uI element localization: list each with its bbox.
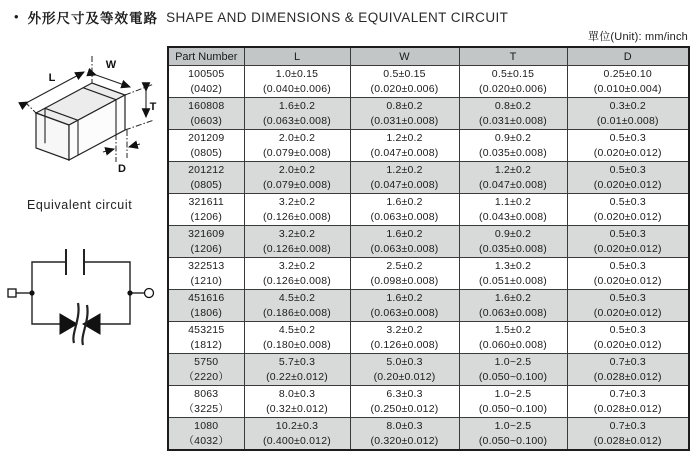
dim-t-cell: 1.1±0.2 (0.043±0.008)	[459, 194, 567, 226]
dim-w-cell: 3.2±0.2 (0.126±0.008)	[350, 322, 459, 354]
dim-d-cell: 0.5±0.3 (0.020±0.012)	[567, 322, 689, 354]
part-number-cell: 8063 （3225）	[168, 386, 244, 418]
part-number-cell: 322513 (1210)	[168, 258, 244, 290]
dim-d-cell: 0.25±0.10 (0.010±0.004)	[567, 66, 689, 98]
part-number-cell: 451616 (1806)	[168, 290, 244, 322]
part-number-cell: 201212 (0805)	[168, 162, 244, 194]
dim-l-cell: 5.7±0.3 (0.22±0.012)	[244, 354, 350, 386]
dim-l-cell: 1.6±0.2 (0.063±0.008)	[244, 98, 350, 130]
unit-label: 單位(Unit): mm/inch	[588, 31, 688, 43]
dim-d-cell: 0.5±0.3 (0.020±0.012)	[567, 226, 689, 258]
table-header	[168, 47, 689, 66]
table-row	[168, 130, 689, 162]
chip-dimensions-drawing	[0, 50, 167, 200]
dim-d-cell: 0.5±0.3 (0.020±0.012)	[567, 130, 689, 162]
dim-t-cell: 1.0~2.5 (0.050~0.100)	[459, 354, 567, 386]
dim-l-cell: 4.5±0.2 (0.186±0.008)	[244, 290, 350, 322]
equivalent-circuit-label: Equivalent circuit	[27, 198, 133, 212]
dim-l-cell: 2.0±0.2 (0.079±0.008)	[244, 130, 350, 162]
dim-d-cell: 0.3±0.2 (0.01±0.008)	[567, 98, 689, 130]
dim-w-cell: 0.5±0.15 (0.020±0.006)	[350, 66, 459, 98]
section-title-chinese: 外形尺寸及等效電路	[27, 11, 159, 26]
dim-w-cell: 1.2±0.2 (0.047±0.008)	[350, 130, 459, 162]
part-number-cell: 1080 （4032）	[168, 418, 244, 451]
table-row	[168, 194, 689, 226]
header-d: D	[567, 47, 689, 66]
dim-w-cell: 1.2±0.2 (0.047±0.008)	[350, 162, 459, 194]
dim-w-cell: 2.5±0.2 (0.098±0.008)	[350, 258, 459, 290]
table-body	[168, 66, 689, 451]
dim-t-cell: 0.9±0.2 (0.035±0.008)	[459, 226, 567, 258]
dim-label-t: T	[149, 101, 157, 113]
dim-label-w: W	[105, 59, 117, 71]
capacitor-symbol	[66, 249, 84, 275]
dim-w-cell: 0.8±0.2 (0.031±0.008)	[350, 98, 459, 130]
table-row	[168, 418, 689, 451]
table-row	[168, 162, 689, 194]
dim-l-cell: 3.2±0.2 (0.126±0.008)	[244, 194, 350, 226]
dim-l-cell: 2.0±0.2 (0.079±0.008)	[244, 162, 350, 194]
bullet-icon: •	[14, 9, 19, 24]
dim-l-cell: 10.2±0.3 (0.400±0.012)	[244, 418, 350, 451]
equivalent-circuit-diagram	[2, 240, 162, 355]
dim-l-cell: 3.2±0.2 (0.126±0.008)	[244, 226, 350, 258]
dim-d-cell: 0.7±0.3 (0.028±0.012)	[567, 386, 689, 418]
part-number-cell: 160808 (0603)	[168, 98, 244, 130]
header-l: L	[244, 47, 350, 66]
dim-d-cell: 0.7±0.3 (0.028±0.012)	[567, 418, 689, 451]
part-number-cell: 453215 (1812)	[168, 322, 244, 354]
dim-d-cell: 0.5±0.3 (0.020±0.012)	[567, 162, 689, 194]
dim-w-cell: 5.0±0.3 (0.20±0.012)	[350, 354, 459, 386]
dim-t-cell: 1.3±0.2 (0.051±0.008)	[459, 258, 567, 290]
section-title-english: SHAPE AND DIMENSIONS & EQUIVALENT CIRCUIT	[166, 9, 509, 25]
header-t: T	[459, 47, 567, 66]
header-part-number: Part Number	[168, 47, 244, 66]
part-number-cell: 321611 (1206)	[168, 194, 244, 226]
table-row	[168, 386, 689, 418]
table-row	[168, 98, 689, 130]
dim-d-cell: 0.5±0.3 (0.020±0.012)	[567, 258, 689, 290]
dim-t-cell: 1.0~2.5 (0.050~0.100)	[459, 386, 567, 418]
dim-label-d: D	[118, 163, 126, 175]
table-row	[168, 290, 689, 322]
header-w: W	[350, 47, 459, 66]
dim-d-cell: 0.7±0.3 (0.028±0.012)	[567, 354, 689, 386]
dim-t-cell: 1.5±0.2 (0.060±0.008)	[459, 322, 567, 354]
dim-l-cell: 1.0±0.15 (0.040±0.006)	[244, 66, 350, 98]
dim-l-cell: 3.2±0.2 (0.126±0.008)	[244, 258, 350, 290]
part-number-cell: 100505 (0402)	[168, 66, 244, 98]
dim-t-cell: 1.0~2.5 (0.050~0.100)	[459, 418, 567, 451]
section-title	[14, 7, 508, 27]
dim-label-l: L	[48, 72, 56, 84]
varistor-symbol	[60, 303, 100, 345]
dim-d-cell: 0.5±0.3 (0.020±0.012)	[567, 194, 689, 226]
dim-t-cell: 1.2±0.2 (0.047±0.008)	[459, 162, 567, 194]
table-row	[168, 258, 689, 290]
dim-t-cell: 0.5±0.15 (0.020±0.006)	[459, 66, 567, 98]
table-row	[168, 322, 689, 354]
terminal-circle-right	[145, 289, 154, 298]
junction-dot-right	[127, 290, 132, 295]
dim-w-cell: 1.6±0.2 (0.063±0.008)	[350, 290, 459, 322]
dim-l-cell: 8.0±0.3 (0.32±0.012)	[244, 386, 350, 418]
table-row	[168, 66, 689, 98]
dim-l-cell: 4.5±0.2 (0.180±0.008)	[244, 322, 350, 354]
dimensions-table	[167, 46, 690, 451]
terminal-square-left	[8, 289, 16, 297]
dim-w-cell: 6.3±0.3 (0.250±0.012)	[350, 386, 459, 418]
table-row	[168, 226, 689, 258]
part-number-cell: 5750 （2220）	[168, 354, 244, 386]
dim-t-cell: 0.9±0.2 (0.035±0.008)	[459, 130, 567, 162]
dim-d-cell: 0.5±0.3 (0.020±0.012)	[567, 290, 689, 322]
part-number-cell: 321609 (1206)	[168, 226, 244, 258]
part-number-cell: 201209 (0805)	[168, 130, 244, 162]
dim-w-cell: 1.6±0.2 (0.063±0.008)	[350, 194, 459, 226]
dim-w-cell: 1.6±0.2 (0.063±0.008)	[350, 226, 459, 258]
dim-t-cell: 0.8±0.2 (0.031±0.008)	[459, 98, 567, 130]
dim-w-cell: 8.0±0.3 (0.320±0.012)	[350, 418, 459, 451]
junction-dot-left	[29, 290, 34, 295]
table-row	[168, 354, 689, 386]
dim-t-cell: 1.6±0.2 (0.063±0.008)	[459, 290, 567, 322]
